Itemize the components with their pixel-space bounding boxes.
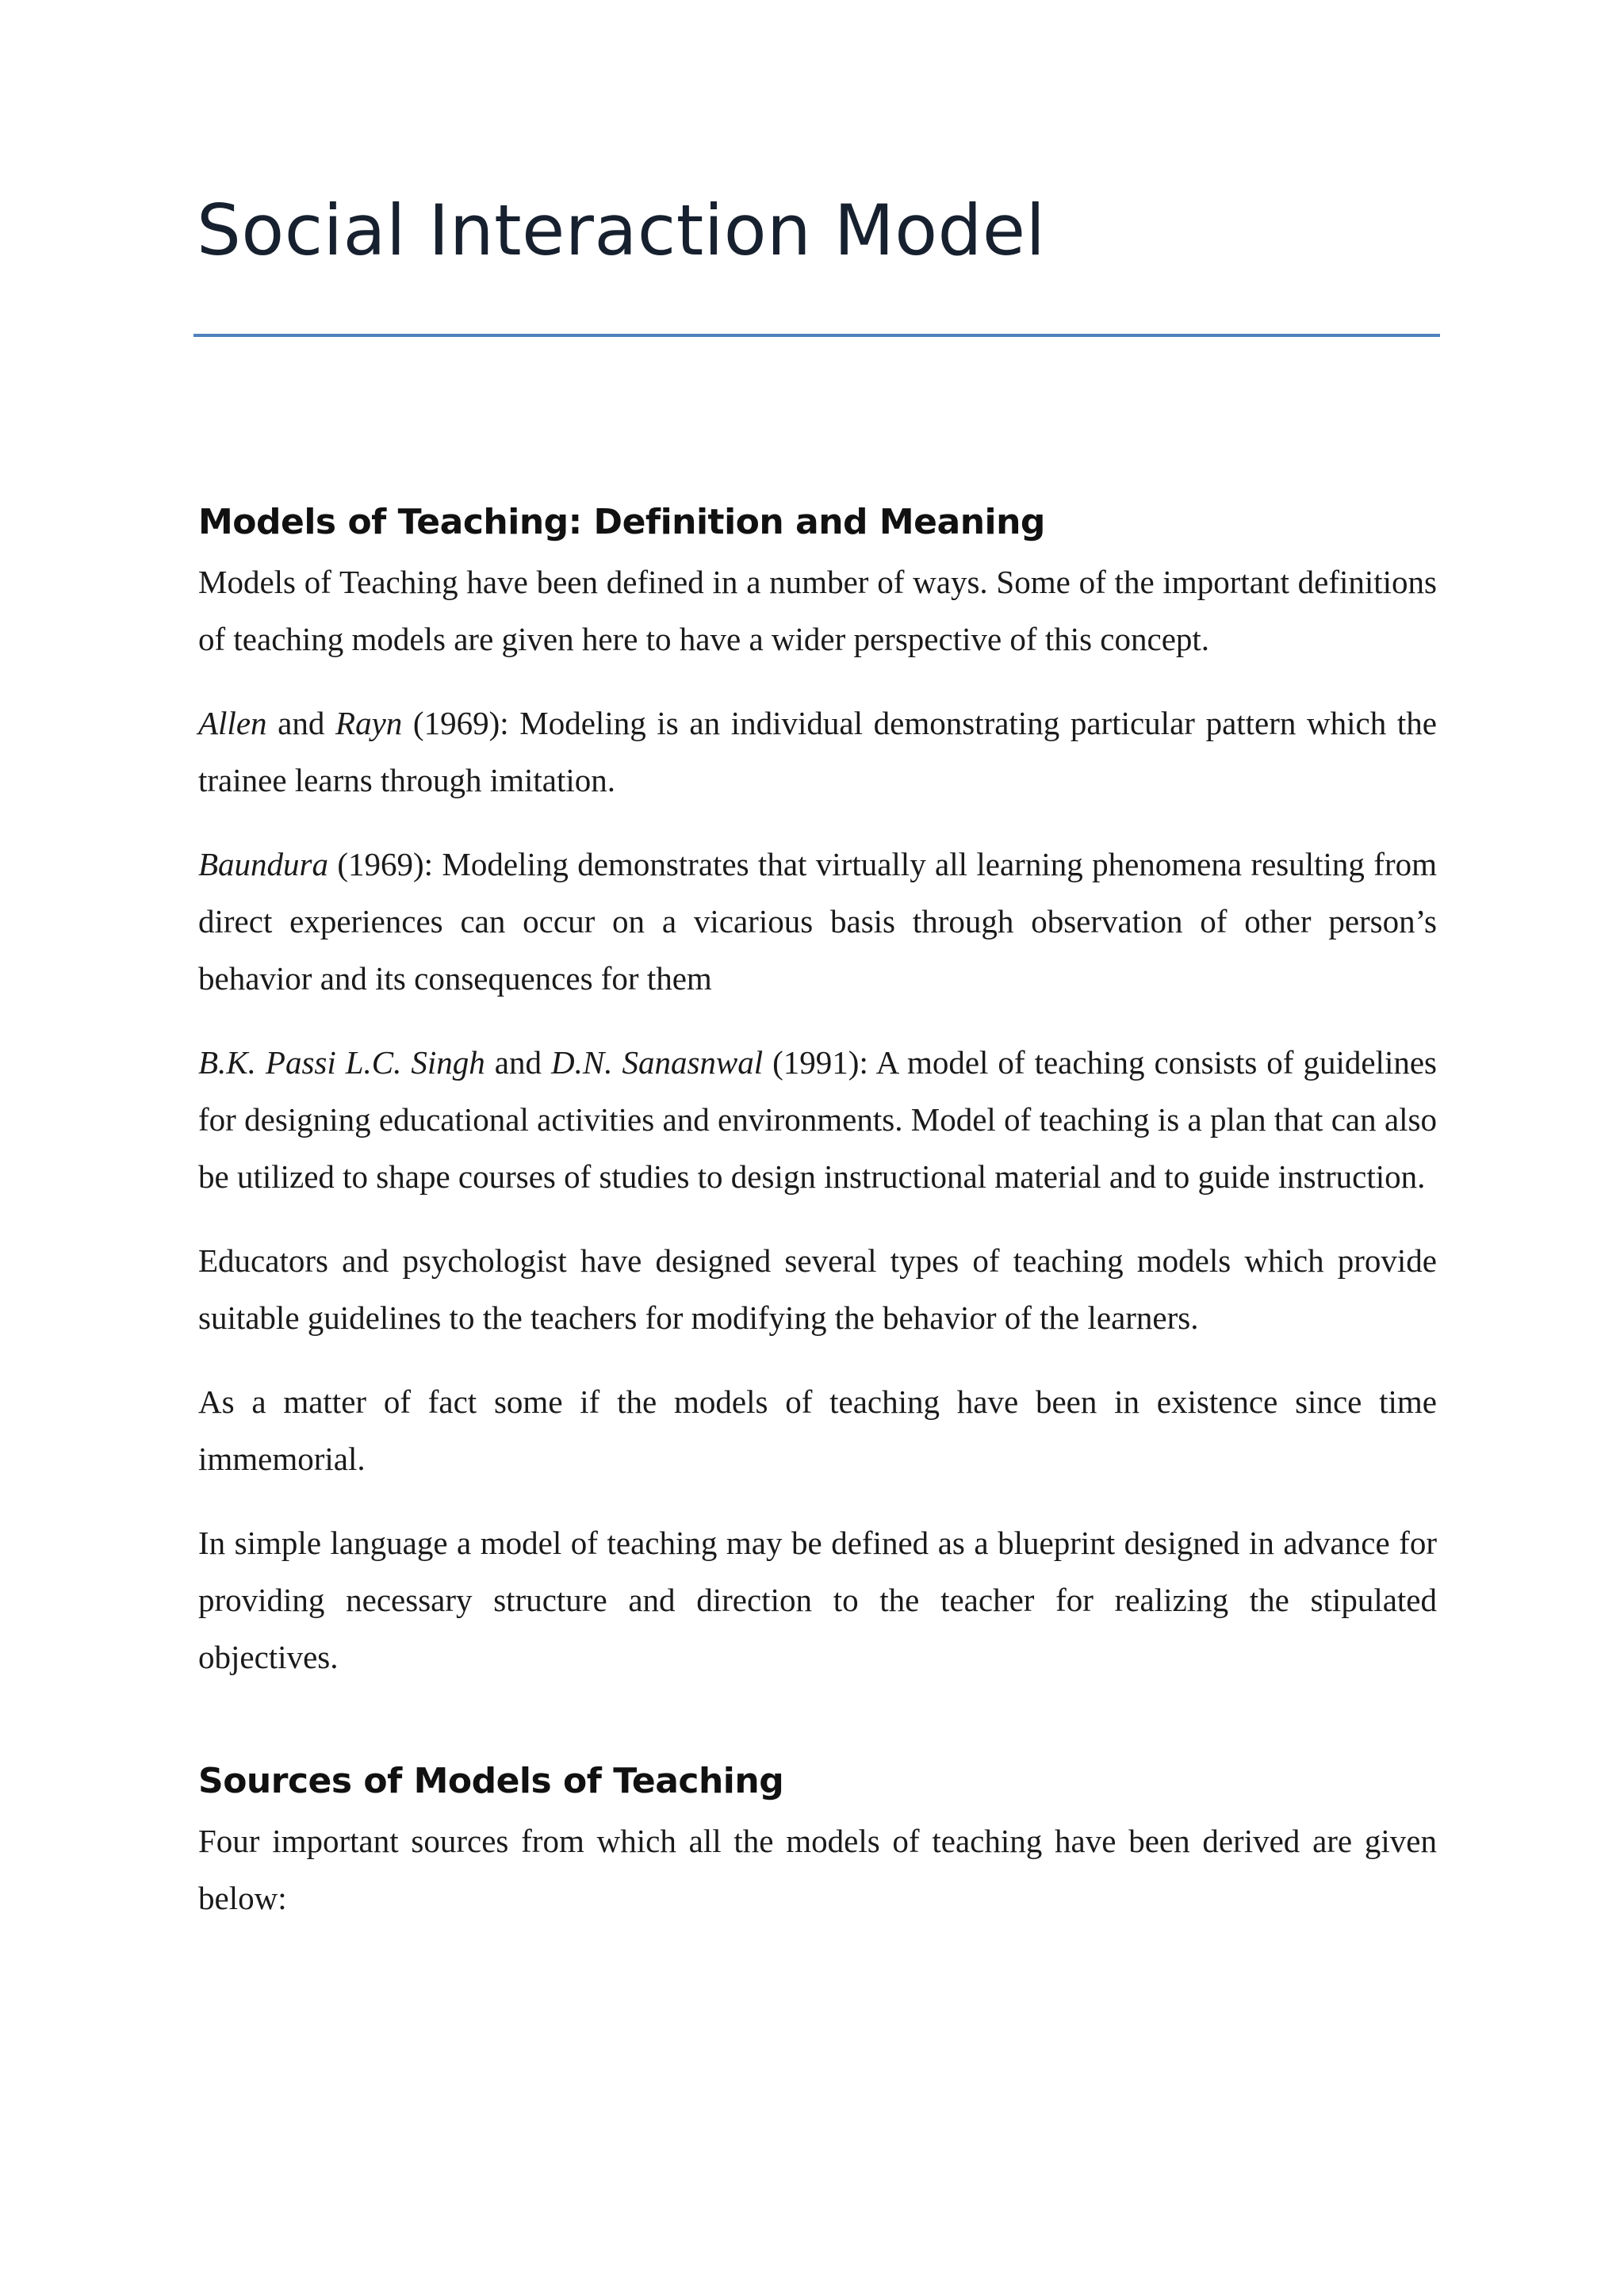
paragraph-intro: Models of Teaching have been defined in a number of ways. Some of the important definitions of teaching models are given here to have a wider perspective of this concept. [198,564,1437,657]
paragraph-definition-baundura [198,836,1437,1007]
author-baundura: Baundura [198,846,328,882]
definition-text-allen: (1969): Modeling is an individual demonstrating particular pattern which the trainee learns through imitation. [198,705,1437,798]
author-rayn: Rayn [335,705,403,741]
paragraph-matter-of-fact: As a matter of fact some if the models of teaching have been in existence since time immemorial. [198,1383,1437,1477]
connector-and: and [485,1044,551,1081]
paragraph-educators: Educators and psychologist have designed several types of teaching models which provide suitable guidelines to the teachers for modifying the behavior of the learners. [198,1242,1437,1336]
paragraph-sources-intro: Four important sources from which all the models of teaching have been derived are given below: [198,1823,1437,1916]
paragraph-definition-allen [198,695,1437,809]
definition-text-passi: (1991): A model of teaching consists of guidelines for designing educational activities and environments. Model of teaching is a plan that can also be utilized to shape courses of studies to design instructional material and to guide instruction. [198,1044,1437,1195]
author-sanasnwal: D.N. Sanasnwal [551,1044,764,1081]
document-body [198,493,1437,1954]
document-title: Social Interaction Model [197,189,1046,271]
section-heading-definition: Models of Teaching: Definition and Meaning [198,502,1045,542]
authors-passi-singh: B.K. Passi L.C. Singh [198,1044,485,1081]
definition-text-baundura: (1969): Modeling demonstrates that virtually all learning phenomena resulting from direct experiences can occur on a vicarious basis through observation of other person’s behavior and its consequences for them [198,846,1437,997]
connector-and: and [266,705,336,741]
paragraph-simple-language: In simple language a model of teaching may be defined as a blueprint designed in advance for providing necessary structure and direction to the teacher for realizing the stipulated objectives. [198,1525,1437,1675]
author-allen: Allen [198,705,267,741]
section-heading-sources: Sources of Models of Teaching [198,1761,784,1801]
paragraph-definition-passi [198,1034,1437,1205]
title-underline-rule [193,334,1440,337]
